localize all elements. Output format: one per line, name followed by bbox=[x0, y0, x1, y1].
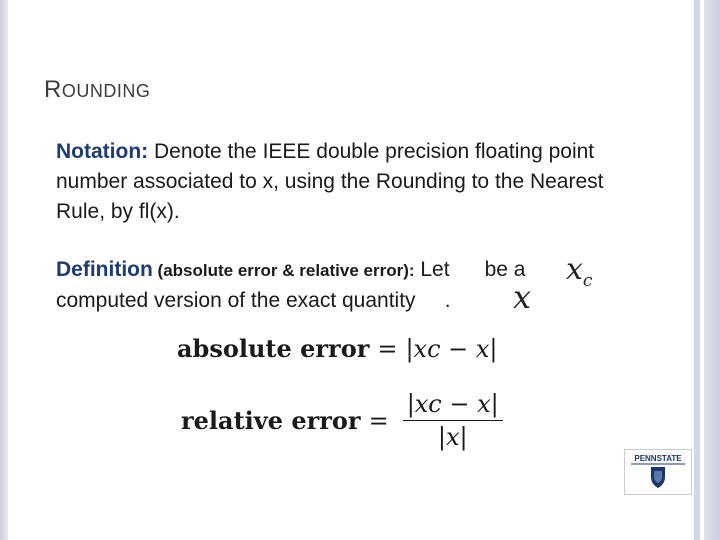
definition-sublabel: (absolute error & relative error): bbox=[152, 261, 415, 280]
pennstate-logo bbox=[624, 449, 692, 495]
definition-label: Definition bbox=[56, 258, 153, 281]
right-frame-edge bbox=[704, 0, 720, 540]
title-initial: R bbox=[44, 76, 62, 103]
notation-paragraph bbox=[56, 137, 636, 227]
math-x-symbol: x bbox=[513, 278, 532, 316]
xc-subscript: c bbox=[582, 271, 593, 291]
absolute-error-rhs: |xc − x| bbox=[405, 334, 498, 363]
slide-title bbox=[44, 76, 150, 104]
notation-label: Notation: bbox=[56, 140, 149, 163]
left-frame-border bbox=[0, 0, 8, 540]
definition-text-b: computed version of the exact quantity . bbox=[56, 289, 451, 312]
absolute-error-equation bbox=[177, 334, 498, 363]
relative-error-fraction bbox=[403, 390, 503, 451]
notation-text: Denote the IEEE double precision floating point number associated to x, using the Rounding to the Nearest Rule, by fl(x). bbox=[56, 140, 604, 223]
xc-base: x bbox=[566, 252, 583, 287]
relative-error-equals: = bbox=[368, 406, 389, 435]
definition-text-a: Let be a bbox=[414, 258, 526, 281]
relative-error-lhs: relative error bbox=[181, 406, 361, 435]
relative-error-denominator: |x| bbox=[437, 423, 468, 451]
absolute-error-lhs: absolute error bbox=[177, 334, 370, 363]
relative-error-equation bbox=[181, 390, 503, 451]
math-xc-symbol bbox=[566, 252, 592, 291]
definition-paragraph bbox=[56, 255, 636, 316]
logo-wordmark: PENNSTATE bbox=[634, 454, 682, 463]
title-rest: OUNDING bbox=[61, 81, 151, 101]
absolute-error-equals: = bbox=[377, 334, 398, 363]
relative-error-numerator: |xc − x| bbox=[403, 390, 503, 421]
